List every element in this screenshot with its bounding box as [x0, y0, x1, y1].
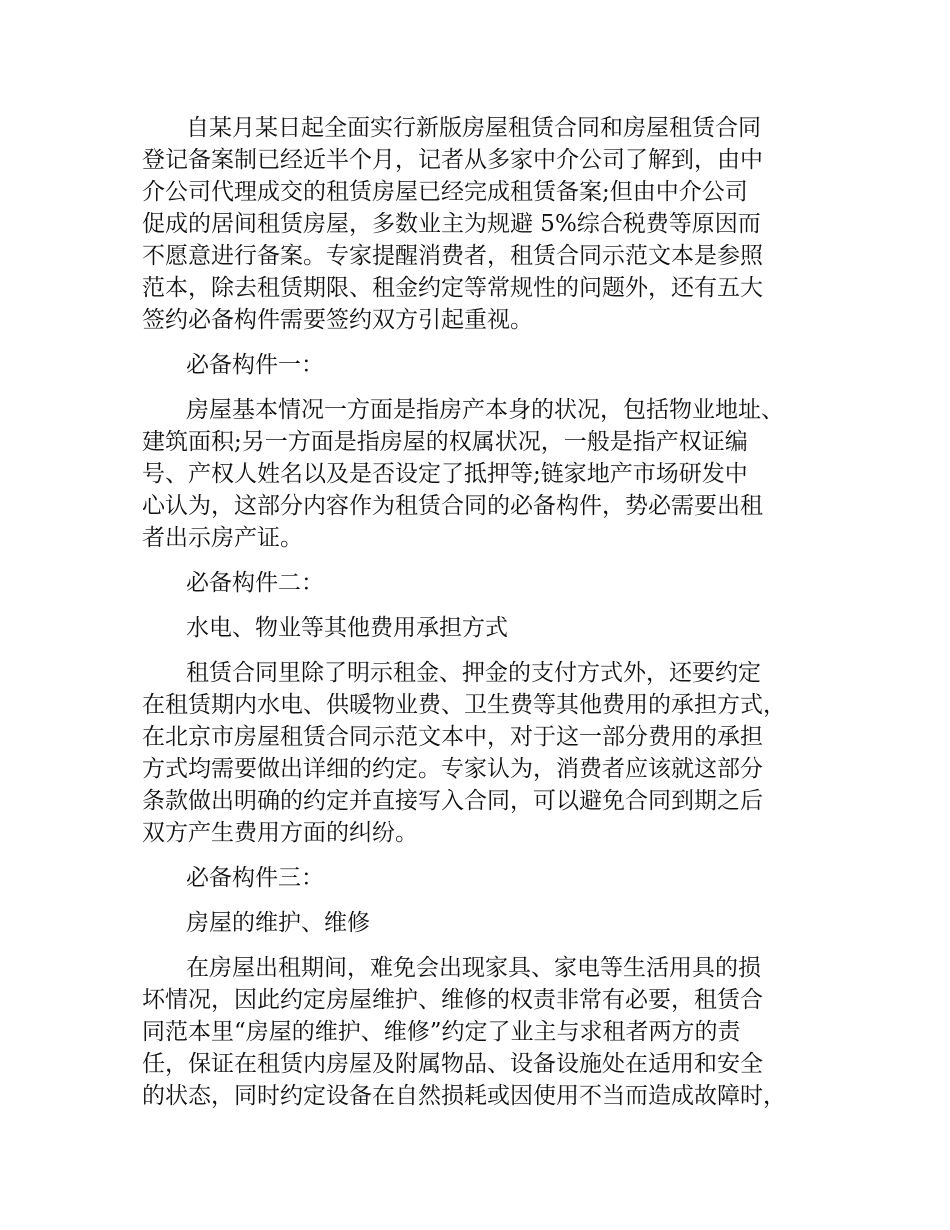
paragraph-component-three	[142, 952, 812, 1112]
text-line: 必备构件二：	[186, 570, 324, 596]
text-line: 必备构件三：	[186, 865, 324, 891]
text-line: 自某月某日起全面实行新版房屋租赁合同和房屋租赁合同	[186, 115, 761, 141]
subheading-component-three	[142, 907, 812, 939]
text-line: 任，保证在租赁内房屋及附属物品、设备设施处在适用和安全	[142, 1051, 763, 1077]
text-line: 在租赁期内水电、供暖物业费、卫生费等其他费用的承担方式，	[142, 692, 786, 718]
text-line: 介公司代理成交的租赁房屋已经完成租赁备案;但由中介公司	[142, 179, 748, 205]
text-line: 房屋的维护、维修	[186, 910, 370, 936]
text-line: 坏情况，因此约定房屋维护、维修的权责非常有必要，租赁合	[142, 987, 763, 1013]
text-line: 的状态，同时约定设备在自然损耗或因使用不当而造成故障时，	[142, 1083, 786, 1109]
text-line: 范本，除去租赁期限、租金约定等常规性的问题外，还有五大	[142, 275, 763, 301]
text-line: 不愿意进行备案。专家提醒消费者，租赁合同示范文本是参照	[142, 243, 763, 269]
paragraph-component-two	[142, 657, 812, 849]
heading-component-two	[142, 567, 812, 599]
text-line: 双方产生费用方面的纠纷。	[142, 820, 418, 846]
text-line: 签约必备构件需要签约双方引起重视。	[142, 307, 533, 333]
heading-component-three	[142, 862, 812, 894]
text-line: 房屋基本情况一方面是指房产本身的状况，包括物业地址、	[186, 397, 784, 423]
paragraph-intro	[142, 112, 812, 336]
text-line: 促成的居间租赁房屋，多数业主为规避 5%综合税费等原因而	[142, 211, 761, 237]
text-line: 者出示房产证。	[142, 525, 303, 551]
text-line: 水电、物业等其他费用承担方式	[186, 615, 508, 641]
document-body	[142, 112, 812, 1125]
text-line: 心认为，这部分内容作为租赁合同的必备构件，势必需要出租	[142, 493, 763, 519]
heading-component-one	[142, 349, 812, 381]
text-line: 条款做出明确的约定并直接写入合同，可以避免合同到期之后	[142, 788, 763, 814]
text-line: 建筑面积;另一方面是指房屋的权属状况，一般是指产权证编	[142, 429, 748, 455]
text-line: 号、产权人姓名以及是否设定了抵押等;链家地产市场研发中	[142, 461, 748, 487]
text-line: 同范本里“房屋的维护、维修”约定了业主与求租者两方的责	[142, 1019, 741, 1045]
text-line: 方式均需要做出详细的约定。专家认为，消费者应该就这部分	[142, 756, 763, 782]
text-line: 在房屋出租期间，难免会出现家具、家电等生活用具的损	[186, 955, 761, 981]
text-line: 在北京市房屋租赁合同示范文本中，对于这一部分费用的承担	[142, 724, 763, 750]
text-line: 租赁合同里除了明示租金、押金的支付方式外，还要约定	[186, 660, 761, 686]
text-line: 必备构件一：	[186, 352, 324, 378]
paragraph-component-one	[142, 394, 812, 554]
subheading-component-two	[142, 612, 812, 644]
text-line: 登记备案制已经近半个月，记者从多家中介公司了解到，由中	[142, 147, 763, 173]
